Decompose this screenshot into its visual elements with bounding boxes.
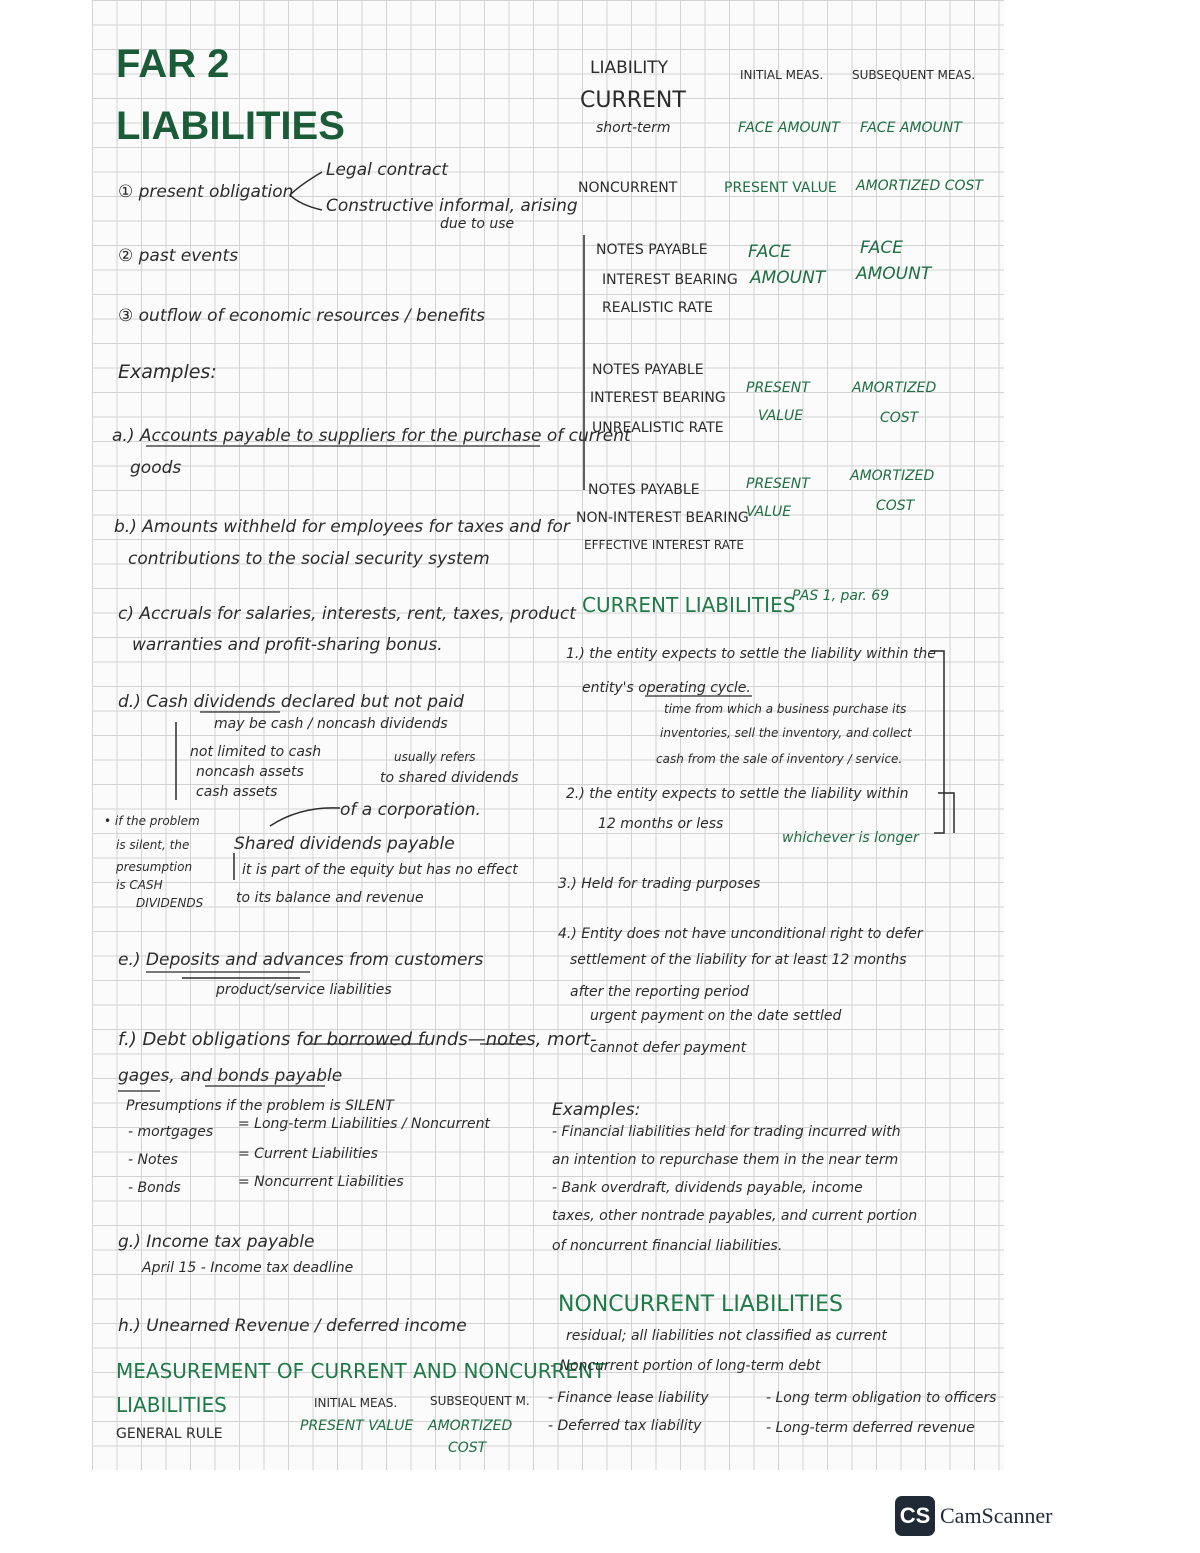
example-f-presumptions: Presumptions if the problem is SILENT (126, 1098, 394, 1114)
cl-criterion-4b: settlement of the liability for at least 12 months (570, 952, 907, 968)
example-d-problem-1: • if the problem (104, 814, 200, 828)
table-current-initial: FACE AMOUNT (738, 120, 840, 136)
example-f-notes-label: - Notes (128, 1152, 178, 1168)
example-d-problem-3: presumption (116, 860, 193, 874)
definition-item-1: ① present obligation (118, 182, 294, 202)
measurement-row-subsequent-2: COST (448, 1440, 487, 1456)
examples-heading: Examples: (118, 361, 217, 383)
np3-subsequent-1: AMORTIZED (850, 468, 935, 484)
example-g-line-2: April 15 - Income tax deadline (142, 1260, 354, 1276)
example-b-line-2: contributions to the social security system (128, 549, 490, 569)
page-subtitle: LIABILITIES (116, 104, 345, 148)
ncl-item-2: - Finance lease liability (548, 1390, 709, 1406)
definition-item-2: ② past events (118, 246, 239, 266)
example-f-line-1: f.) Debt obligations for borrowed funds—notes, mort- (118, 1029, 597, 1050)
ncl-item-3: - Deferred tax liability (548, 1418, 702, 1434)
current-liabilities-reference: PAS 1, par. 69 (792, 588, 890, 604)
cl-example-1: - Financial liabilities held for trading incurred with (552, 1124, 901, 1140)
np1-subsequent-1: FACE (860, 238, 904, 258)
example-d-to-shared: to shared dividends (380, 770, 519, 786)
cl-criterion-1c: time from which a business purchase its (664, 702, 907, 716)
table-noncurrent-subsequent: AMORTIZED COST (856, 178, 983, 194)
example-b-line-1: b.) Amounts withheld for employees for taxes and for (114, 517, 570, 537)
np1-line-2: INTEREST BEARING (602, 272, 738, 288)
cl-examples-heading: Examples: (552, 1100, 641, 1120)
example-f-line-2: gages, and bonds payable (118, 1066, 343, 1086)
np1-initial-1: FACE (748, 242, 792, 262)
np2-line-1: NOTES PAYABLE (592, 362, 704, 378)
cl-criterion-1b: entity's operating cycle. (582, 680, 751, 696)
measurement-col-initial: INITIAL MEAS. (314, 1396, 398, 1410)
np2-subsequent-2: COST (880, 410, 919, 426)
np1-line-3: REALISTIC RATE (602, 300, 713, 316)
cl-whichever-longer: whichever is longer (782, 830, 919, 846)
example-g-line-1: g.) Income tax payable (118, 1232, 315, 1252)
cl-criterion-4d: urgent payment on the date settled (590, 1008, 842, 1024)
table-current: CURRENT (580, 88, 686, 113)
ncl-definition: residual; all liabilities not classified as current (566, 1328, 887, 1344)
example-d-equity-2: to its balance and revenue (236, 890, 424, 906)
definition-branch-constructive-2: due to use (440, 216, 515, 232)
definition-item-3: ③ outflow of economic resources / benefits (118, 306, 486, 326)
example-f-notes-value: = Current Liabilities (238, 1146, 378, 1162)
example-a-line-2: goods (130, 458, 182, 478)
np2-subsequent-1: AMORTIZED (852, 380, 937, 396)
cl-criterion-2a: 2.) the entity expects to settle the liability within (566, 786, 909, 802)
example-d-may: may be cash / noncash dividends (214, 716, 448, 732)
example-d-usually: usually refers (394, 750, 476, 764)
ncl-item-1: - Noncurrent portion of long-term debt (550, 1358, 821, 1374)
ncl-item-4: - Long term obligation to officers (766, 1390, 997, 1406)
current-liabilities-heading: CURRENT LIABILITIES (582, 593, 796, 617)
np1-subsequent-2: AMOUNT (856, 264, 932, 284)
table-col-liability: LIABILITY (590, 58, 669, 78)
table-short-term: short-term (596, 120, 671, 136)
np3-subsequent-2: COST (876, 498, 915, 514)
np1-initial-2: AMOUNT (750, 268, 826, 288)
page-title: FAR 2 (116, 42, 230, 86)
table-noncurrent: NONCURRENT (578, 180, 678, 196)
np2-initial-2: VALUE (758, 408, 804, 424)
example-c-line-2: warranties and profit-sharing bonus. (132, 635, 443, 655)
np3-line-2: NON-INTEREST BEARING (576, 510, 749, 526)
np2-line-2: INTEREST BEARING (590, 390, 726, 406)
measurement-heading-1: MEASUREMENT OF CURRENT AND NONCURRENT (116, 1359, 606, 1383)
example-c-line-1: c) Accruals for salaries, interests, rent, taxes, product (118, 604, 576, 624)
measurement-row-initial: PRESENT VALUE (300, 1418, 414, 1434)
example-d-noncash: noncash assets (196, 764, 304, 780)
example-d-problem-2: is silent, the (116, 838, 190, 852)
cl-criterion-1a: 1.) the entity expects to settle the liability within the (566, 646, 936, 662)
example-d-problem-4: is CASH (116, 878, 163, 892)
example-e-line-2: product/service liabilities (216, 982, 392, 998)
ncl-item-5: - Long-term deferred revenue (766, 1420, 975, 1436)
measurement-heading-2: LIABILITIES (116, 1393, 227, 1417)
np3-line-3: EFFECTIVE INTEREST RATE (584, 538, 744, 552)
example-f-mortgages-label: - mortgages (128, 1124, 214, 1140)
np3-initial-2: VALUE (746, 504, 792, 520)
camscanner-logo-icon: CS (895, 1496, 935, 1536)
np2-line-3: UNREALISTIC RATE (592, 420, 724, 436)
table-col-subsequent: SUBSEQUENT MEAS. (852, 68, 976, 82)
np3-initial-1: PRESENT (746, 476, 810, 492)
cl-criterion-4a: 4.) Entity does not have unconditional right to defer (558, 926, 923, 942)
cl-criterion-1e: cash from the sale of inventory / service. (656, 752, 903, 766)
example-d-not-limited: not limited to cash (190, 744, 322, 760)
np1-line-1: NOTES PAYABLE (596, 242, 708, 258)
cl-criterion-4e: cannot defer payment (590, 1040, 747, 1056)
example-f-bonds-label: - Bonds (128, 1180, 181, 1196)
cl-criterion-2b: 12 months or less (598, 816, 724, 832)
cl-example-3: - Bank overdraft, dividends payable, income (552, 1180, 863, 1196)
example-d-problem-5: DIVIDENDS (136, 896, 204, 910)
noncurrent-liabilities-heading: NONCURRENT LIABILITIES (558, 1292, 843, 1317)
camscanner-wordmark: CamScanner (940, 1503, 1053, 1528)
table-noncurrent-initial: PRESENT VALUE (724, 180, 837, 196)
example-a-line-1: a.) Accounts payable to suppliers for the purchase of current (112, 426, 631, 446)
definition-branch-legal: Legal contract (326, 160, 448, 180)
example-d-line-1: d.) Cash dividends declared but not paid (118, 692, 464, 712)
example-d-equity-1: it is part of the equity but has no effect (242, 862, 518, 878)
example-h-line-1: h.) Unearned Revenue / deferred income (118, 1316, 467, 1336)
cl-criterion-3: 3.) Held for trading purposes (558, 876, 761, 892)
np3-line-1: NOTES PAYABLE (588, 482, 700, 498)
example-d-corporation: of a corporation. (340, 800, 481, 820)
cl-criterion-4c: after the reporting period (570, 984, 750, 1000)
np2-initial-1: PRESENT (746, 380, 810, 396)
example-d-cash: cash assets (196, 784, 278, 800)
cl-example-5: of noncurrent financial liabilities. (552, 1238, 783, 1254)
table-col-initial: INITIAL MEAS. (740, 68, 824, 82)
cl-example-4: taxes, other nontrade payables, and current portion (552, 1208, 918, 1224)
measurement-row-subsequent-1: AMORTIZED (428, 1418, 513, 1434)
table-current-subsequent: FACE AMOUNT (860, 120, 962, 136)
example-f-mortgages-value: = Long-term Liabilities / Noncurrent (238, 1116, 490, 1132)
example-e-line-1: e.) Deposits and advances from customers (118, 950, 484, 970)
definition-branch-constructive: Constructive informal, arising (326, 196, 578, 216)
cl-criterion-1d: inventories, sell the inventory, and collect (660, 726, 912, 740)
example-d-shared-payable: Shared dividends payable (234, 834, 455, 854)
measurement-col-subsequent: SUBSEQUENT M. (430, 1394, 530, 1408)
cl-example-2: an intention to repurchase them in the near term (552, 1152, 899, 1168)
measurement-row-label: GENERAL RULE (116, 1426, 223, 1442)
example-f-bonds-value: = Noncurrent Liabilities (238, 1174, 404, 1190)
